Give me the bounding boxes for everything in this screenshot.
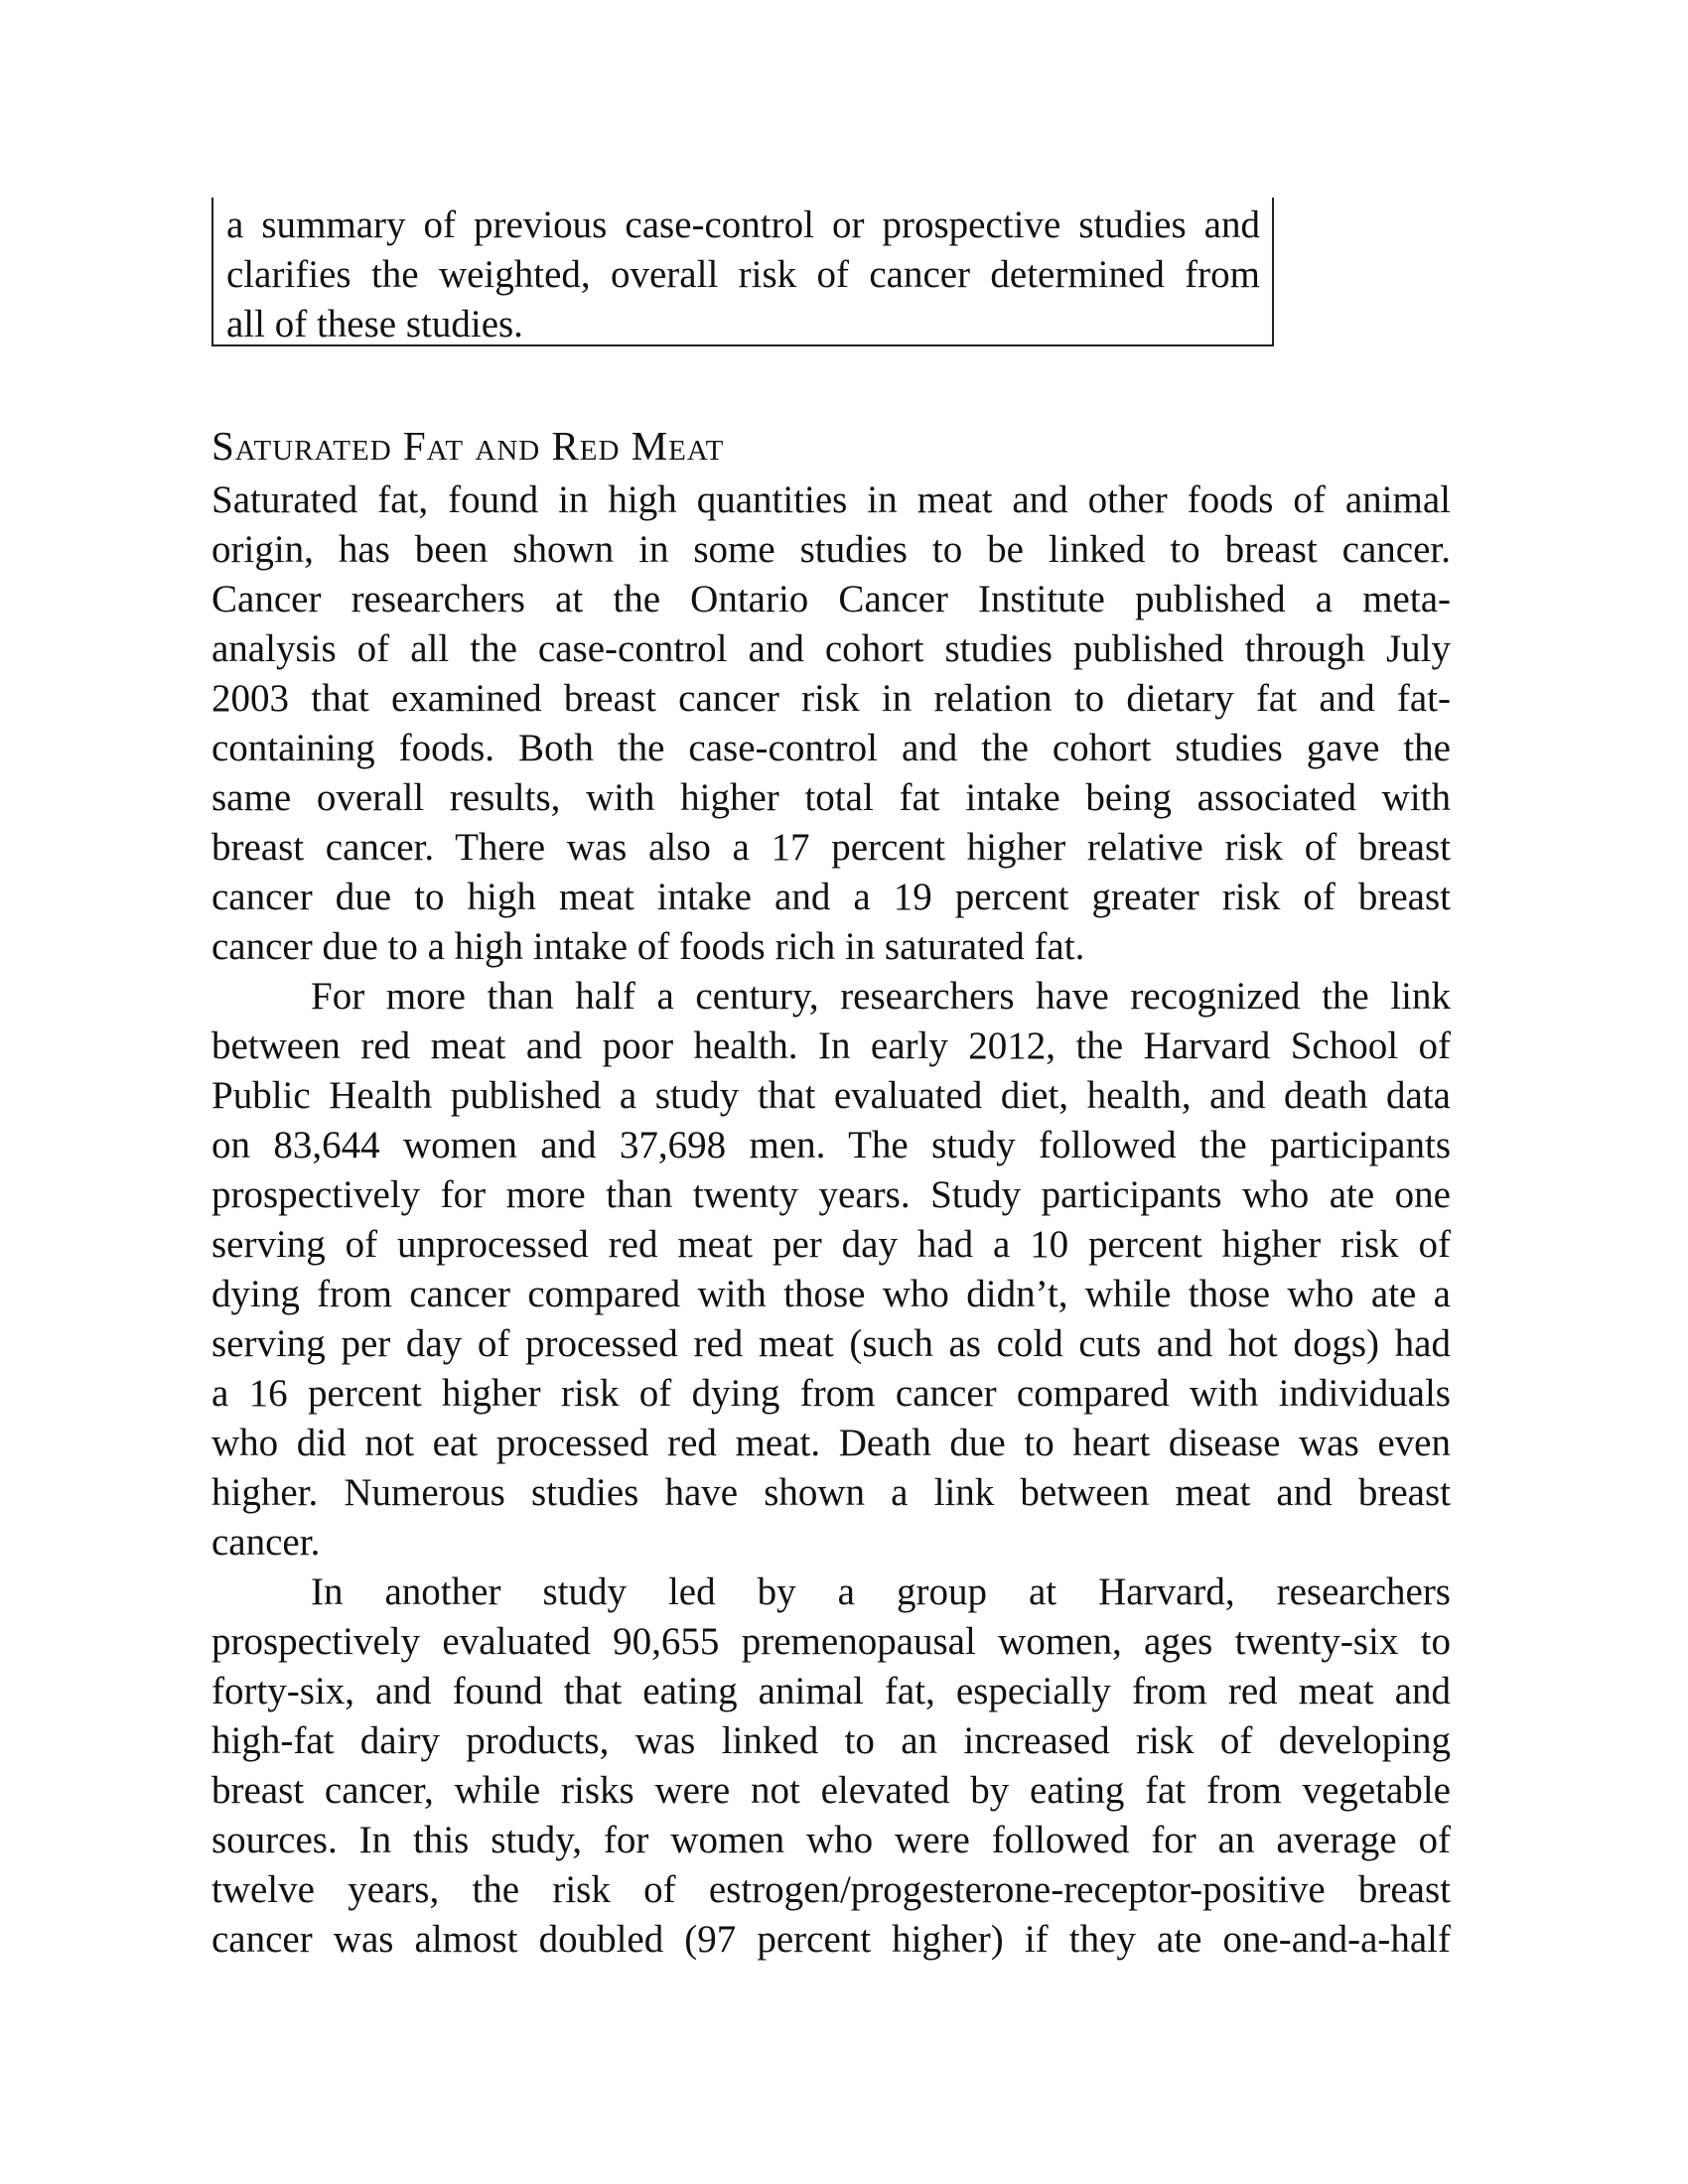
sidebar-line: all of these studies. [226,303,523,345]
paragraph-line: higher. Numerous studies have shown a link between meat and breast [211,1471,1451,1514]
paragraph-line: a 16 percent higher risk of dying from cancer compared with individuals [211,1372,1451,1415]
paragraph-line: breast cancer, while risks were not elevated by eating fat from vegetable [211,1769,1451,1812]
paragraph-line: containing foods. Both the case-control and the cohort studies gave the [211,727,1451,769]
paragraph-line: cancer. [211,1521,321,1564]
paragraph-line: who did not eat processed red meat. Death due to heart disease was even [211,1422,1451,1464]
paragraph-line: prospectively for more than twenty years. Study participants who ate one [211,1173,1451,1216]
sidebar-line: a summary of previous case-control or prospective studies and [226,204,1260,246]
paragraph-line: high-fat dairy products, was linked to an increased risk of developing [211,1719,1451,1762]
body-text [211,476,1451,1965]
paragraph-line: prospectively evaluated 90,655 premenopausal women, ages twenty-six to [211,1620,1451,1663]
paragraph-line: Cancer researchers at the Ontario Cancer Institute published a meta- [211,578,1451,620]
paragraph-line: forty-six, and found that eating animal fat, especially from red meat and [211,1670,1451,1712]
paragraph-line: breast cancer. There was also a 17 percent higher relative risk of breast [211,826,1451,869]
paragraph-line: analysis of all the case-control and cohort studies published through July [211,627,1451,670]
paragraph-line: Saturated fat, found in high quantities in meat and other foods of animal [211,478,1451,521]
paragraph-line: Public Health published a study that evaluated diet, health, and death data [211,1074,1451,1117]
sidebar-box [211,198,1274,346]
paragraph-line: In another study led by a group at Harvard, researchers [311,1570,1451,1613]
paragraph-line: serving of unprocessed red meat per day had a 10 percent higher risk of [211,1223,1451,1266]
paragraph-line: sources. In this study, for women who were followed for an average of [211,1819,1451,1861]
paragraph-line: same overall results, with higher total fat intake being associated with [211,776,1451,819]
paragraph-line: dying from cancer compared with those who didn’t, while those who ate a [211,1273,1451,1315]
paragraph-line: on 83,644 women and 37,698 men. The study followed the participants [211,1124,1451,1166]
paragraph-line: twelve years, the risk of estrogen/progesterone-receptor-positive breast [211,1868,1451,1911]
paragraph-line: between red meat and poor health. In early 2012, the Harvard School of [211,1024,1451,1067]
sidebar-line: clarifies the weighted, overall risk of cancer determined from [226,253,1260,296]
paragraph-line: 2003 that examined breast cancer risk in relation to dietary fat and fat- [211,677,1451,720]
paragraph-line: origin, has been shown in some studies to be linked to breast cancer. [211,528,1451,571]
paragraph-line: serving per day of processed red meat (such as cold cuts and hot dogs) had [211,1322,1451,1365]
section-heading: Saturated Fat and Red Meat [211,423,725,469]
paragraph-line: For more than half a century, researchers have recognized the link [311,975,1451,1018]
paragraph-line: cancer due to high meat intake and a 19 percent greater risk of breast [211,876,1451,918]
paragraph-line: cancer due to a high intake of foods rich in saturated fat. [211,925,1085,968]
paragraph-line: cancer was almost doubled (97 percent higher) if they ate one-and-a-half [211,1918,1451,1961]
